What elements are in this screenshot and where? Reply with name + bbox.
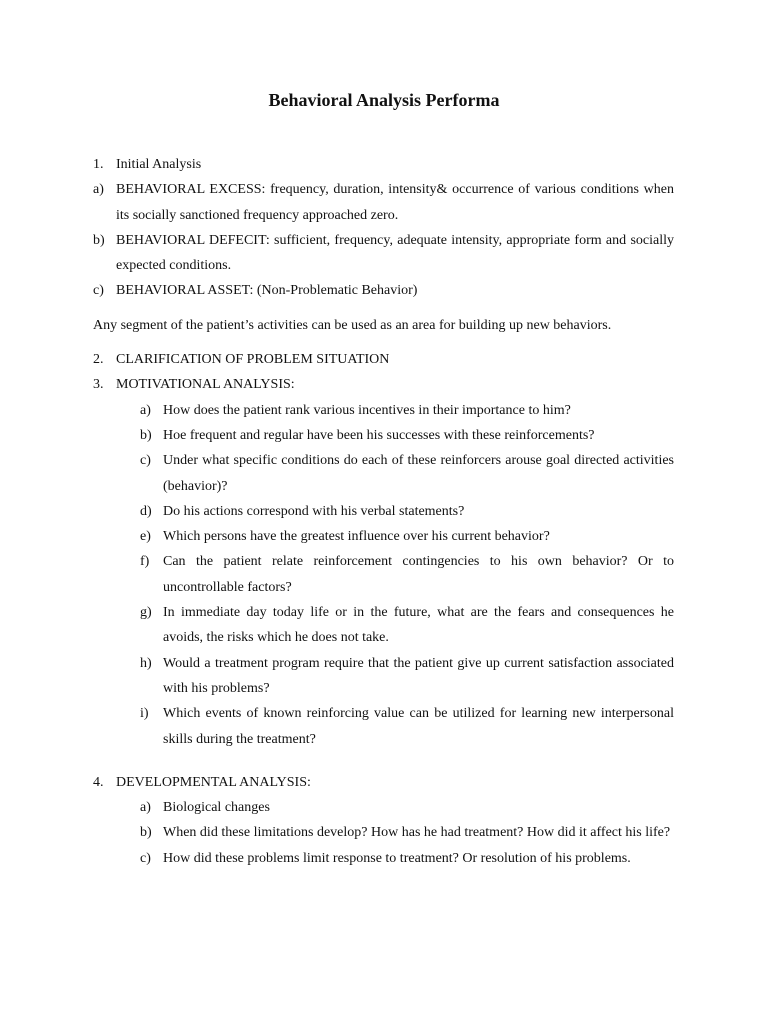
section-2-heading [93, 347, 674, 372]
section-4-item-a [93, 795, 674, 820]
section-3-item-b [93, 423, 674, 448]
item-marker: d) [140, 503, 152, 519]
section-marker: 4. [93, 774, 104, 790]
section-3-item-i [93, 701, 674, 752]
item-marker: e) [140, 529, 151, 545]
item-marker: g) [140, 605, 152, 621]
item-text: Which persons have the greatest influence over his current behavior? [163, 529, 550, 545]
section-4-heading [93, 770, 674, 795]
section-3-item-h [93, 651, 674, 702]
item-marker: a) [140, 800, 151, 816]
section-heading-text: DEVELOPMENTAL ANALYSIS: [116, 774, 311, 790]
item-text: Under what specific conditions do each of these reinforcers arouse goal directed activities (behavior)? [163, 453, 674, 494]
section-1-heading [93, 152, 674, 177]
item-text: BEHAVIORAL ASSET: (Non-Problematic Behavior) [116, 283, 418, 299]
item-text: In immediate day today life or in the future, what are the fears and consequences he avoids, the risks which he does not take. [163, 605, 674, 646]
document-body [93, 152, 674, 871]
item-marker: f) [140, 554, 150, 570]
section-marker: 3. [93, 377, 104, 393]
spacer [93, 752, 674, 770]
section-heading-text: MOTIVATIONAL ANALYSIS: [116, 377, 295, 393]
body-paragraph: Any segment of the patient’s activities can be used as an area for building up new behaviors. [93, 317, 612, 333]
item-marker: c) [140, 850, 151, 866]
item-marker: a) [140, 402, 151, 418]
section-3-item-f [93, 549, 674, 600]
item-text: Biological changes [163, 800, 270, 816]
section-marker: 1. [93, 157, 104, 172]
item-marker: i) [140, 706, 149, 722]
item-text: When did these limitations develop? How has he had treatment? How did it affect his life? [163, 825, 671, 841]
item-text: How did these problems limit response to treatment? Or resolution of his problems. [163, 850, 631, 866]
item-text: How does the patient rank various incentives in their importance to him? [163, 402, 571, 418]
item-text: Would a treatment program require that the patient give up current satisfaction associated with his problems? [163, 655, 674, 696]
section-3-item-g [93, 600, 674, 651]
document-title: Behavioral Analysis Performa [268, 90, 500, 110]
item-text: Do his actions correspond with his verbal statements? [163, 503, 465, 519]
section-heading-text: CLARIFICATION OF PROBLEM SITUATION [116, 352, 390, 368]
item-marker: a) [93, 182, 104, 198]
item-marker: b) [140, 825, 152, 841]
item-text: Can the patient relate reinforcement contingencies to his own behavior? Or to uncontrollable factors? [163, 554, 674, 595]
section-1-item-c [93, 278, 674, 303]
item-marker: h) [140, 655, 152, 671]
section-3-item-d [93, 499, 674, 524]
section-heading-text: Initial Analysis [116, 157, 202, 172]
section-marker: 2. [93, 352, 104, 368]
item-marker: c) [140, 453, 151, 469]
section-1-item-b [93, 228, 674, 279]
item-text: Which events of known reinforcing value can be utilized for learning new interpersonal skills during the treatment? [163, 706, 674, 747]
section-4-item-c [93, 846, 674, 871]
item-marker: c) [93, 283, 104, 299]
section-3-heading [93, 372, 674, 397]
section-4-item-b [93, 820, 674, 845]
section-3-item-c [93, 448, 674, 499]
section-3-item-e [93, 524, 674, 549]
item-text: Hoe frequent and regular have been his successes with these reinforcements? [163, 427, 595, 443]
item-marker: b) [140, 427, 152, 443]
section-3-item-a [93, 398, 674, 423]
item-marker: b) [93, 232, 105, 248]
item-text: BEHAVIORAL DEFECIT: sufficient, frequency, adequate intensity, appropriate form and socially expected conditions. [116, 232, 674, 274]
item-text: BEHAVIORAL EXCESS: frequency, duration, intensity& occurrence of various conditions when its socially sanctioned frequency approached zero. [116, 182, 674, 223]
section-1-item-a [93, 177, 674, 228]
